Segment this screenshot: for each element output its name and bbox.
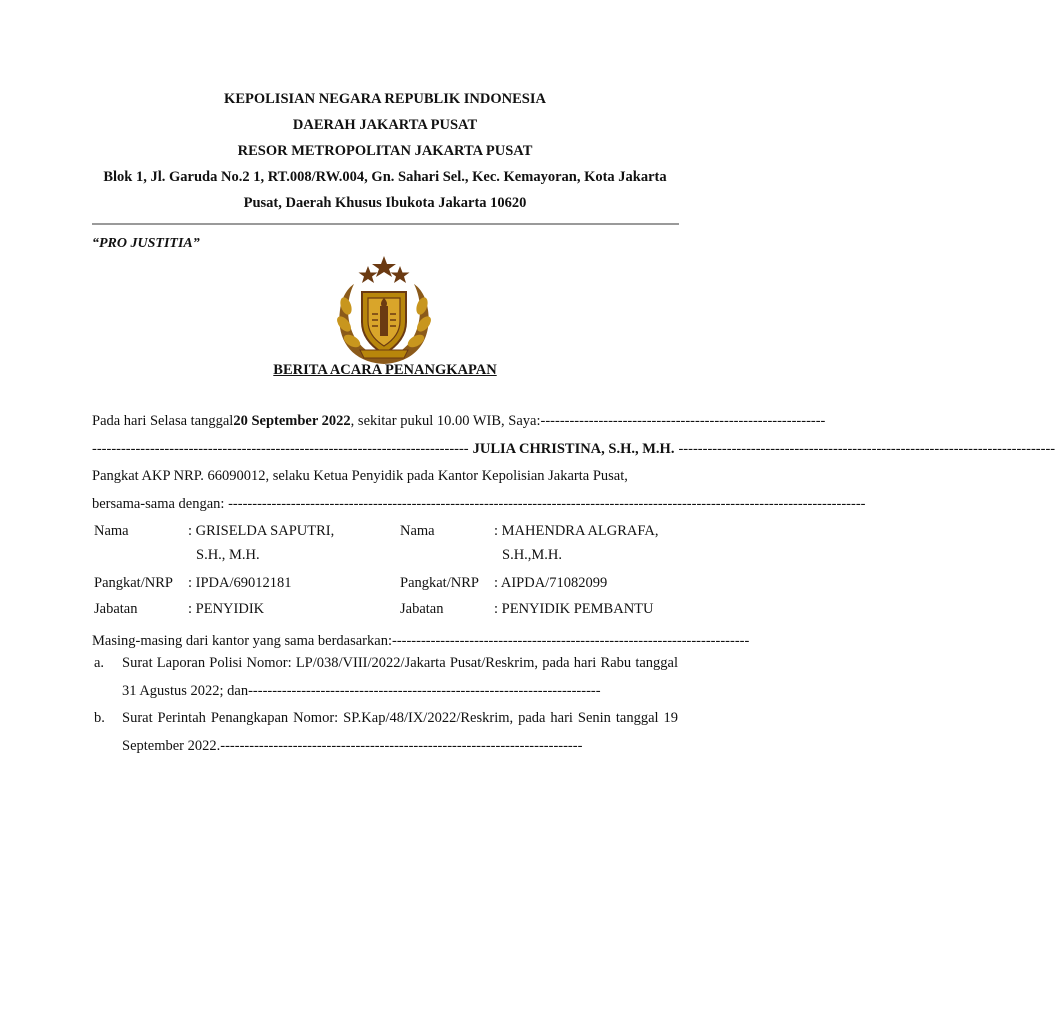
together-label: bersama-sama dengan: <box>92 495 229 512</box>
intro-prefix: Pada hari Selasa tanggal <box>92 413 234 429</box>
nama-value: : GRISELDA SAPUTRI, <box>188 523 335 539</box>
together-line <box>92 491 866 519</box>
rank-line: Pangkat AKP NRP. 66090012, selaku Ketua Penyidik pada Kantor Kepolisian Jakarta Pusat, <box>92 468 628 484</box>
pangkat-label: Pangkat/NRP <box>400 575 479 591</box>
jabatan-value: : PENYIDIK <box>188 601 265 617</box>
fill-dashes: ------------------------------------------------------------------------------ <box>92 440 469 457</box>
basis-list <box>92 650 678 760</box>
nama-label: Nama <box>400 523 435 539</box>
pangkat-value: : IPDA/69012181 <box>188 575 292 591</box>
nama-continuation: S.H., M.H. <box>196 547 260 563</box>
unit-name: RESOR METROPOLITAN JAKARTA PUSAT <box>237 143 533 159</box>
pro-justitia-label: “PRO JUSTITIA” <box>92 236 200 251</box>
nama-continuation: S.H.,M.H. <box>502 547 563 563</box>
pangkat-value: : AIPDA/71082099 <box>494 575 608 591</box>
basis-intro-text: Masing-masing dari kantor yang sama berdasarkan: <box>92 633 392 649</box>
region-name: DAERAH JAKARTA PUSAT <box>292 117 478 133</box>
officer-1 <box>94 519 394 621</box>
header-divider <box>92 223 679 225</box>
office-address: Blok 1, Jl. Garuda No.2 1, RT.008/RW.004, Gn. Sahari Sel., Kec. Kemayoran, Kota Jakarta Pusat, Daerah Khusus Ibukota Jakarta 10620 <box>103 169 667 211</box>
jabatan-label: Jabatan <box>400 601 444 617</box>
fill-dashes: -------------------------------------------------------------------------- <box>391 633 750 649</box>
nama-value: : MAHENDRA ALGRAFA, <box>494 523 659 539</box>
institution-name: KEPOLISIAN NEGARA REPUBLIK INDONESIA <box>224 91 546 107</box>
intro-suffix: , sekitar pukul 10.00 WIB, Saya: <box>350 413 541 429</box>
fill-dashes: --------------------------------------------------------------------------- <box>220 737 583 754</box>
list-item <box>92 650 678 705</box>
pangkat-label: Pangkat/NRP <box>94 575 173 591</box>
fill-dashes: ----------------------------------------------------------- <box>540 413 826 429</box>
jabatan-value: : PENYIDIK PEMBANTU <box>494 601 654 617</box>
list-marker: b. <box>94 710 105 726</box>
police-emblem-icon <box>330 254 438 370</box>
list-item <box>92 705 678 760</box>
fill-dashes: ------------------------------------------------------------------------------ <box>678 440 1055 457</box>
intro-line-1 <box>92 408 826 436</box>
list-marker: a. <box>94 655 105 671</box>
fill-dashes: ------------------------------------------------------------------------------------------------------------------------------------ <box>228 495 866 512</box>
letterhead <box>92 86 678 216</box>
document-title: BERITA ACARA PENANGKAPAN <box>273 362 497 378</box>
fill-dashes: ------------------------------------------------------------------------- <box>248 682 601 699</box>
list-text: Surat Laporan Polisi Nomor: LP/038/VIII/2022/Jakarta Pusat/Reskrim, pada hari Rabu tanggal 31 Agustus 2022; dan <box>122 655 678 699</box>
lead-investigator-name: JULIA CHRISTINA, S.H., M.H. <box>472 440 675 457</box>
list-text: Surat Perintah Penangkapan Nomor: SP.Kap/48/IX/2022/Reskrim, pada hari Senin tanggal 19 September 2022. <box>122 710 678 754</box>
nama-label: Nama <box>94 523 129 539</box>
intro-paragraph <box>92 408 1055 518</box>
arrest-date: 20 September 2022 <box>233 413 351 429</box>
jabatan-label: Jabatan <box>94 601 138 617</box>
intro-line-2 <box>92 436 1055 464</box>
officer-2 <box>400 519 700 621</box>
